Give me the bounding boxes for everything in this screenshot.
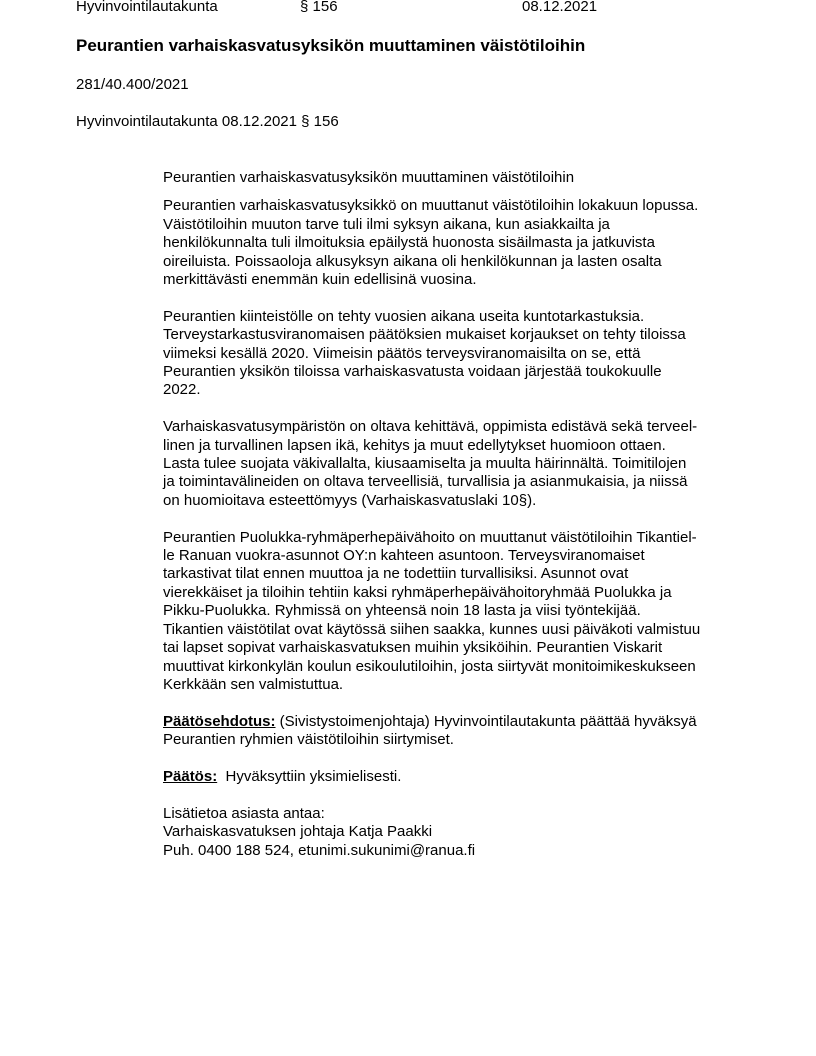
contact-line: Varhaiskasvatuksen johtaja Katja Paakki bbox=[163, 823, 433, 841]
text-line: oireiluista. Poissaoloja alkusyksyn aikana oli henkilökunnan ja lasten osalta bbox=[163, 252, 662, 270]
text-line: merkittävästi enemmän kuin edellisinä vuosina. bbox=[163, 271, 477, 289]
paragraph-2 bbox=[163, 308, 743, 400]
text-line: Peurantien Puolukka-ryhmäperhepäivähoito on muuttanut väistötiloihin Tikantiel- bbox=[163, 528, 697, 546]
header-date: 08.12.2021 bbox=[522, 0, 598, 15]
text-line: viimeksi kesällä 2020. Viimeisin päätös terveysviranomaisilta on se, että bbox=[163, 344, 641, 362]
text-line: muuttivat kirkonkylän koulun esikoulutiloihin, josta siirtyvät monitoimikeskukseen bbox=[163, 657, 696, 675]
contact-paragraph bbox=[163, 805, 743, 860]
text-line: ja toimintavälineiden on oltava terveellisiä, turvallisia ja asianmukaisia, ja niissä bbox=[163, 473, 688, 491]
text-line: on huomioitava esteettömyys (Varhaiskasvatuslaki 10§). bbox=[163, 491, 537, 509]
body-subtitle: Peurantien varhaiskasvatusyksikön muuttaminen väistötiloihin bbox=[163, 169, 575, 186]
header-section: § 156 bbox=[300, 0, 338, 15]
contact-line: Puh. 0400 188 524, etunimi.sukunimi@ranua.fi bbox=[163, 841, 476, 859]
text-line: Peurantien yksikön tiloissa varhaiskasvatusta voidaan järjestää toukokuulle bbox=[163, 363, 662, 381]
paragraph-1 bbox=[163, 197, 743, 289]
text-line: Varhaiskasvatusympäristön on oltava kehittävä, oppimista edistävä sekä terveel- bbox=[163, 418, 698, 436]
proposal-text: (Sivistystoimenjohtaja) Hyvinvointilautakunta päättää hyväksyä bbox=[275, 712, 697, 730]
text-line: le Ranuan vuokra-asunnot OY:n kahteen asuntoon. Terveysviranomaiset bbox=[163, 547, 645, 565]
paragraph-3 bbox=[163, 418, 743, 510]
body-column bbox=[163, 169, 743, 878]
proposal-label: Päätösehdotus: bbox=[163, 712, 276, 730]
text-line: henkilökunnalta tuli ilmoituksia epäilystä huonosta sisäilmasta ja jatkuvista bbox=[163, 234, 655, 252]
text-line: Lasta tulee suojata väkivallalta, kiusaamiselta ja muulta häirinnältä. Toimitilojen bbox=[163, 455, 687, 473]
meeting-reference: Hyvinvointilautakunta 08.12.2021 § 156 bbox=[76, 113, 339, 130]
header-organ: Hyvinvointilautakunta bbox=[76, 0, 218, 15]
text-line: Peurantien varhaiskasvatusyksikkö on muuttanut väistötiloihin lokakuun lopussa. bbox=[163, 197, 699, 215]
document-header bbox=[76, 0, 776, 18]
text-line: tai lapset sopivat varhaiskasvatuksen muihin yksiköihin. Peurantien Viskarit bbox=[163, 639, 663, 657]
text-line: Tikantien väistötilat ovat käytössä siihen saakka, kunnes uusi päiväkoti valmistuu bbox=[163, 620, 701, 638]
decision-paragraph bbox=[163, 768, 743, 786]
text-line: linen ja turvallinen lapsen ikä, kehitys ja muut edellytykset huomioon ottaen. bbox=[163, 436, 666, 454]
diary-number: 281/40.400/2021 bbox=[76, 76, 189, 93]
text-line: Pikku-Puolukka. Ryhmissä on yhteensä noin 18 lasta ja viisi työntekijää. bbox=[163, 602, 641, 620]
text-line: Väistötiloihin muuton tarve tuli ilmi syksyn aikana, kun asiakkailta ja bbox=[163, 215, 610, 233]
text-line: Terveystarkastusviranomaisen päätöksien mukaiset korjaukset on tehty tiloissa bbox=[163, 326, 686, 344]
text-line: Kerkkään sen valmistuttua. bbox=[163, 675, 344, 693]
text-line: vierekkäiset ja tiloihin tehtiin kaksi ryhmäperhepäivähoitoryhmää Puolukka ja bbox=[163, 583, 672, 601]
text-line: tarkastivat tilat ennen muuttoa ja ne todettiin turvallisiksi. Asunnot ovat bbox=[163, 565, 629, 583]
decision-text: Hyväksyttiin yksimielisesti. bbox=[217, 767, 402, 785]
page-title: Peurantien varhaiskasvatusyksikön muuttaminen väistötiloihin bbox=[76, 36, 586, 55]
contact-line: Lisätietoa asiasta antaa: bbox=[163, 804, 325, 822]
decision-label: Päätös: bbox=[163, 767, 218, 785]
proposal-line bbox=[163, 713, 743, 731]
proposal-line-2: Peurantien ryhmien väistötiloihin siirtymiset. bbox=[163, 731, 454, 749]
decision-line bbox=[163, 768, 743, 786]
text-line: 2022. bbox=[163, 381, 201, 399]
text-line: Peurantien kiinteistölle on tehty vuosien aikana useita kuntotarkastuksia. bbox=[163, 307, 645, 325]
paragraph-4 bbox=[163, 529, 743, 695]
proposal-paragraph bbox=[163, 713, 743, 750]
